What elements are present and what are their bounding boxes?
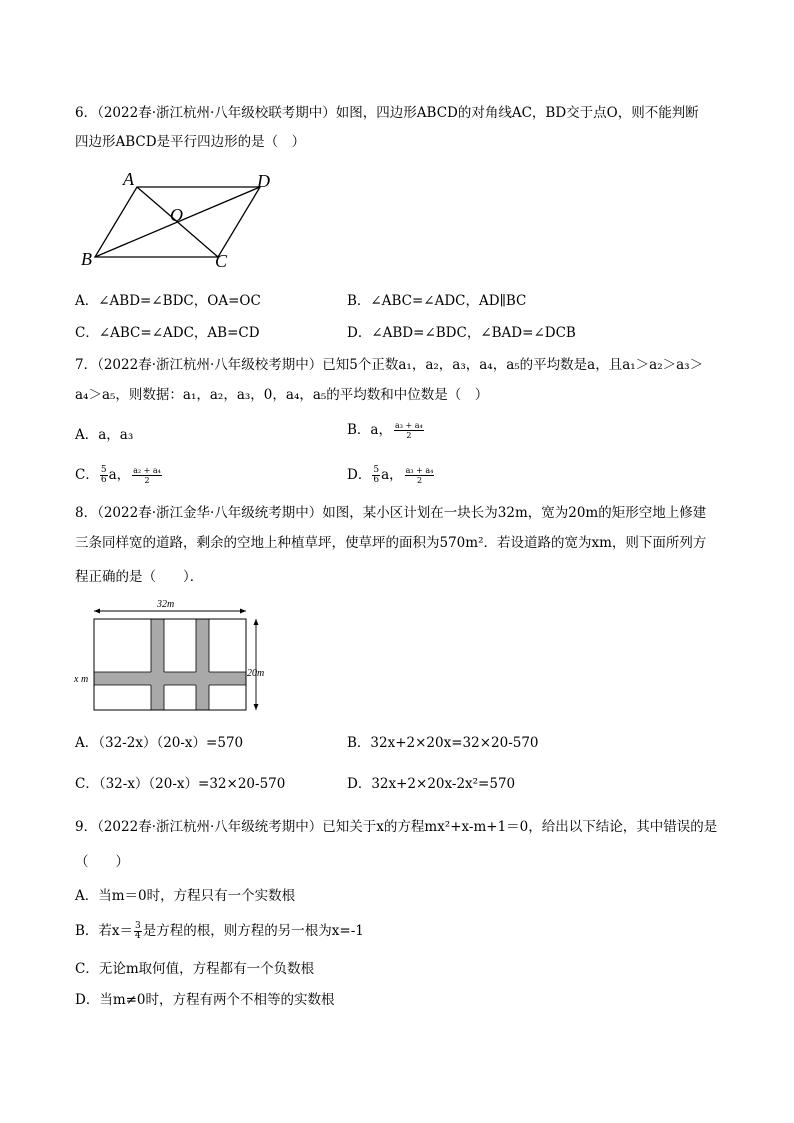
q7-option-d[interactable]: D． $\frac{5}{6}$ a， $\frac{\text{a₃ + a₄}}{2}$ xyxy=(347,465,434,485)
label-d: D xyxy=(257,171,270,191)
q8-option-c[interactable]: C．（32-x）（20-x）=32×20-570 xyxy=(75,776,286,792)
q8-rectangle-roads-figure xyxy=(70,594,280,716)
q7-option-c-fraction: $\frac{\text{a₂ + a₄}}{2}$ xyxy=(133,466,161,485)
q7-option-b-fraction: $\frac{\text{a₃ + a₄}}{2}$ xyxy=(394,421,423,440)
q6-stem-line2: 四边形ABCD是平行四边形的是（ ） xyxy=(75,134,306,150)
q6-parallelogram-figure xyxy=(75,165,295,275)
q9-stem-line2: （ ） xyxy=(75,854,129,870)
q9-option-b[interactable] xyxy=(75,922,364,941)
q7-option-d-coefficient: $\frac{5}{6}$ xyxy=(373,465,380,485)
label-a: A xyxy=(123,169,134,189)
q9-option-c[interactable]: C．无论m取何值，方程都有一个负数根 xyxy=(75,961,315,977)
q6-option-b[interactable]: B．∠ABC=∠ADC，AD∥BC xyxy=(347,293,527,309)
q7-option-c-prefix: C． xyxy=(75,467,99,483)
q7-stem-line1: 7．（2022春·浙江杭州·八年级校考期中）已知5个正数a₁，a₂，a₃，a₄，a₅的平均数是a，且a₁＞a₂＞a₃＞ xyxy=(75,357,704,373)
q6-option-a[interactable]: A．∠ABD=∠BDC，OA=OC xyxy=(75,293,261,309)
q9-option-b-prefix: B．若x＝ xyxy=(75,923,134,939)
q9-option-b-fraction: $\frac{3}{4}$ xyxy=(135,921,141,941)
label-o: O xyxy=(170,205,183,225)
q7-option-b[interactable] xyxy=(347,421,426,440)
q8-option-d[interactable]: D．32x+2×20x-2x²=570 xyxy=(347,776,516,792)
q7-option-b-prefix: B．a， xyxy=(347,422,392,438)
q9-option-d[interactable]: D．当m≠0时，方程有两个不相等的实数根 xyxy=(75,992,335,1008)
label-c: C xyxy=(215,251,228,271)
q7-stem-line2: a₄＞a₅，则数据：a₁，a₂，a₃，0，a₄，a₅的平均数和中位数是（ ） xyxy=(75,387,489,403)
q8-option-b[interactable]: B．32x+2×20x=32×20-570 xyxy=(347,735,539,751)
length-label: 32m xyxy=(157,599,175,610)
q7-option-d-prefix: D． xyxy=(347,467,372,483)
q6-stem-line1: 6．（2022春·浙江杭州·八年级校联考期中）如图，四边形ABCD的对角线AC，BD交于点O，则不能判断 xyxy=(75,105,699,121)
q7-option-a[interactable]: A．a，a₃ xyxy=(75,427,134,443)
q6-option-c[interactable]: C．∠ABC=∠ADC，AB=CD xyxy=(75,325,260,341)
width-label: 20m xyxy=(247,668,265,679)
q9-option-b-suffix: 是方程的根，则方程的另一根为x=-1 xyxy=(142,923,364,939)
q9-stem-line1: 9．（2022春·浙江杭州·八年级统考期中）已知关于x的方程mx²+x-m+1＝0，给出以下结论，其中错误的是 xyxy=(75,819,718,835)
q7-option-c-coefficient: $\frac{5}{6}$ xyxy=(100,465,107,485)
road-width-label: x m xyxy=(74,674,89,685)
q9-option-a[interactable]: A．当m＝0时，方程只有一个实数根 xyxy=(75,888,296,904)
q7-option-c[interactable]: C． $\frac{5}{6}$ a， $\frac{\text{a₂ + a₄}}{2}$ xyxy=(75,465,161,485)
label-b: B xyxy=(81,249,92,269)
q8-stem-line2: 三条同样宽的道路，剩余的空地上种植草坪，使草坪的面积为570m²．若设道路的宽为xm，则下面所列方 xyxy=(75,535,707,551)
q8-stem-line1: 8．（2022春·浙江金华·八年级统考期中）如图，某小区计划在一块长为32m，宽为20m的矩形空地上修建 xyxy=(75,505,707,521)
q6-option-d[interactable]: D．∠ABD=∠BDC，∠BAD=∠DCB xyxy=(347,325,576,341)
q8-stem-line3: 程正确的是（ ）． xyxy=(75,569,204,585)
q7-option-d-fraction: $\frac{\text{a₃ + a₄}}{2}$ xyxy=(405,466,434,485)
q8-option-a[interactable]: A．（32-2x）（20-x）=570 xyxy=(75,735,244,751)
